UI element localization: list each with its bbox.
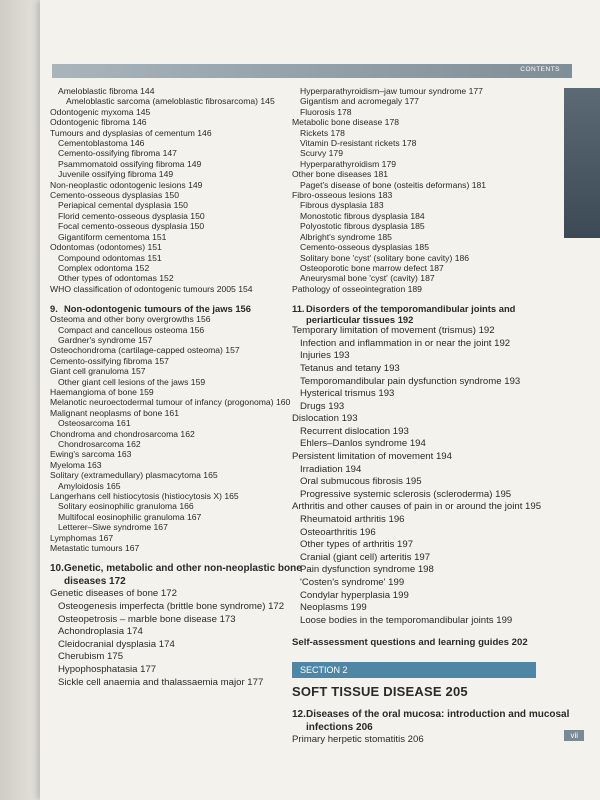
toc-entry: Langerhans cell histiocytosis (histiocytosis X) 165 bbox=[50, 491, 239, 502]
toc-entry: Osteogenesis imperfecta (brittle bone syndrome) 172 bbox=[58, 601, 285, 613]
chapter-title-line2: infections 206 bbox=[306, 722, 373, 734]
toc-entry: Gigantism and acromegaly 177 bbox=[300, 96, 419, 107]
toc-entry: Oral submucous fibrosis 195 bbox=[300, 476, 422, 488]
toc-entry: Osteoarthritis 196 bbox=[300, 526, 376, 538]
toc-entry: Rheumatoid arthritis 196 bbox=[300, 514, 405, 526]
toc-entry: Hysterical trismus 193 bbox=[300, 388, 395, 400]
toc-entry: Lymphomas 167 bbox=[50, 532, 114, 543]
toc-entry: Osteosarcoma 161 bbox=[58, 418, 131, 429]
toc-entry: Monostotic fibrous dysplasia 184 bbox=[300, 210, 425, 221]
toc-entry: Odontogenic myxoma 145 bbox=[50, 106, 151, 117]
toc-entry: Non-neoplastic odontogenic lesions 149 bbox=[50, 179, 203, 190]
toc-entry: Achondroplasia 174 bbox=[58, 626, 143, 638]
toc-entry: Metastatic tumours 167 bbox=[50, 543, 140, 554]
toc-entry: Compound odontomas 151 bbox=[58, 252, 162, 263]
page-edge-shadow bbox=[0, 0, 40, 800]
toc-entry: Chondrosarcoma 162 bbox=[58, 439, 141, 449]
toc-entry: Tumours and dysplasias of cementum 146 bbox=[50, 127, 212, 138]
toc-entry: Paget's disease of bone (osteitis deformans) 181 bbox=[300, 179, 487, 190]
toc-entry: Hyperparathyroidism 179 bbox=[300, 158, 397, 169]
chapter-12-block bbox=[292, 708, 570, 747]
toc-entry: Solitary (extramedullary) plasmacytoma 165 bbox=[50, 470, 218, 481]
toc-entry: Fluorosis 178 bbox=[300, 106, 352, 117]
toc-entry: Infection and inflammation in or near the joint 192 bbox=[300, 337, 511, 349]
left-column bbox=[50, 86, 300, 689]
toc-entry: Scurvy 179 bbox=[300, 148, 343, 159]
toc-entry: Primary herpetic stomatitis 206 bbox=[292, 734, 424, 746]
toc-entry: Pain dysfunction syndrome 198 bbox=[300, 564, 434, 576]
toc-entry: Tetanus and tetany 193 bbox=[300, 362, 400, 374]
toc-entry: Temporary limitation of movement (trismus) 192 bbox=[292, 325, 495, 337]
chapter-title-line2: diseases 172 bbox=[64, 576, 126, 588]
toc-entry: Vitamin D-resistant rickets 178 bbox=[300, 138, 417, 149]
toc-entry: Letterer–Siwe syndrome 167 bbox=[58, 522, 168, 533]
toc-entry: Cemento-osseous dysplasias 150 bbox=[50, 190, 179, 201]
right-entries-a bbox=[292, 86, 542, 294]
toc-entry: Ehlers–Danlos syndrome 194 bbox=[300, 438, 426, 450]
chapter-title-line2: periarticular tissues 192 bbox=[306, 314, 414, 326]
toc-entry: Persistent limitation of movement 194 bbox=[292, 451, 452, 463]
toc-entry: Melanotic neuroectodermal tumour of infancy (progonoma) 160 bbox=[50, 397, 291, 408]
toc-entry: Cementoblastoma 146 bbox=[58, 138, 145, 149]
toc-entry: Osteochondroma (cartilage-capped osteoma) 157 bbox=[50, 345, 240, 356]
toc-entry: Solitary bone 'cyst' (solitary bone cavity) 186 bbox=[300, 252, 470, 263]
right-column bbox=[292, 86, 570, 747]
toc-entry: Chondroma and chondrosarcoma 162 bbox=[50, 428, 195, 439]
left-entries-c bbox=[50, 588, 300, 689]
toc-entry: Recurrent dislocation 193 bbox=[300, 425, 409, 437]
toc-entry: Injuries 193 bbox=[300, 350, 350, 362]
toc-entry: Loose bodies in the temporomandibular joints 199 bbox=[300, 614, 513, 626]
toc-entry: Albright's syndrome 185 bbox=[300, 231, 392, 242]
toc-entry: Metabolic bone disease 178 bbox=[292, 117, 400, 128]
section-label-bar: SECTION 2 bbox=[292, 662, 536, 678]
header-label: CONTENTS bbox=[520, 66, 560, 73]
toc-entry: Cemento-ossifying fibroma 157 bbox=[50, 355, 169, 366]
chapter-number: 9. bbox=[50, 303, 58, 315]
right-entries-c bbox=[292, 734, 542, 747]
page-number: vii bbox=[564, 730, 584, 741]
contents-header-bar bbox=[52, 64, 572, 78]
toc-entry: Complex odontoma 152 bbox=[58, 262, 150, 273]
toc-entry: Odontomas (odontomes) 151 bbox=[50, 242, 162, 253]
toc-entry: Pathology of osseointegration 189 bbox=[292, 283, 422, 294]
toc-entry: Osteopetrosis – marble bone disease 173 bbox=[58, 613, 236, 625]
chapter-10-heading bbox=[50, 562, 300, 575]
toc-entry: Other giant cell lesions of the jaws 159 bbox=[58, 376, 206, 387]
toc-entry: Condylar hyperplasia 199 bbox=[300, 589, 409, 601]
side-tab-decoration bbox=[564, 88, 600, 238]
toc-entry: Gardner's syndrome 157 bbox=[58, 334, 153, 345]
self-assessment-entry: Self-assessment questions and learning guides 202 bbox=[292, 637, 528, 649]
toc-entry: Compact and cancellous osteoma 156 bbox=[58, 324, 205, 335]
toc-entry: Temporomandibular pain dysfunction syndrome 193 bbox=[300, 375, 521, 387]
chapter-number: 11. bbox=[292, 303, 305, 315]
toc-entry: Haemangioma of bone 159 bbox=[50, 386, 154, 397]
toc-entry: Florid cemento-osseous dysplasia 150 bbox=[58, 210, 205, 221]
toc-entry: Malignant neoplasms of bone 161 bbox=[50, 407, 179, 418]
toc-entry: Other bone diseases 181 bbox=[292, 169, 389, 180]
chapter-title-line1: Disorders of the temporomandibular joints and bbox=[306, 303, 516, 315]
toc-entry: Cemento-ossifying fibroma 147 bbox=[58, 148, 177, 159]
right-entries-b bbox=[292, 325, 542, 627]
toc-entry: Cherubism 175 bbox=[58, 651, 124, 663]
toc-entry: Osteoporotic bone marrow defect 187 bbox=[300, 262, 444, 273]
toc-entry: Rickets 178 bbox=[300, 127, 345, 138]
toc-entry: Ameloblastic sarcoma (ameloblastic fibrosarcoma) 145 bbox=[66, 96, 275, 107]
toc-entry: Solitary eosinophilic granuloma 166 bbox=[58, 501, 194, 512]
toc-entry: Other types of odontomas 152 bbox=[58, 273, 174, 284]
chapter-title-line1: Genetic, metabolic and other non-neoplastic bone bbox=[64, 563, 302, 575]
toc-entry: 'Costen's syndrome' 199 bbox=[300, 577, 405, 588]
toc-entry: Periapical cemental dysplasia 150 bbox=[58, 200, 188, 211]
toc-entry: Neoplasms 199 bbox=[300, 602, 367, 614]
toc-entry: Sickle cell anaemia and thalassaemia major 177 bbox=[58, 676, 264, 688]
toc-entry: Arthritis and other causes of pain in or around the joint 195 bbox=[292, 501, 542, 513]
book-page bbox=[40, 0, 600, 800]
section-title: SOFT TISSUE DISEASE 205 bbox=[292, 684, 468, 700]
toc-entry: Ewing's sarcoma 163 bbox=[50, 449, 132, 460]
toc-entry: Ameloblastic fibroma 144 bbox=[58, 86, 155, 96]
toc-entry: Hypophosphatasia 177 bbox=[58, 664, 157, 676]
chapter-9-heading bbox=[50, 303, 300, 314]
toc-entry: Cleidocranial dysplasia 174 bbox=[58, 638, 175, 650]
toc-entry: Other types of arthritis 197 bbox=[300, 539, 414, 551]
toc-entry: Polyostotic fibrous dysplasia 185 bbox=[300, 221, 425, 232]
left-entries-a bbox=[50, 86, 300, 294]
toc-entry: Giant cell granuloma 157 bbox=[50, 366, 146, 377]
toc-entry: Cranial (giant cell) arteritis 197 bbox=[300, 551, 431, 563]
toc-entry: Genetic diseases of bone 172 bbox=[50, 588, 177, 600]
toc-entry: Amyloidosis 165 bbox=[58, 480, 121, 491]
toc-entry: WHO classification of odontogenic tumours 2005 154 bbox=[50, 283, 253, 294]
toc-entry: Juvenile ossifying fibroma 149 bbox=[58, 169, 174, 180]
chapter-number: 10. bbox=[50, 563, 64, 575]
toc-entry: Osteoma and other bony overgrowths 156 bbox=[50, 314, 211, 325]
chapter-12-heading bbox=[292, 708, 570, 721]
chapter-10-block bbox=[50, 562, 300, 689]
toc-entry: Multifocal eosinophilic granuloma 167 bbox=[58, 511, 202, 522]
toc-entry: Aneurysmal bone 'cyst' (cavity) 187 bbox=[300, 273, 435, 284]
toc-entry: Odontogenic fibroma 146 bbox=[50, 117, 147, 128]
toc-entry: Progressive systemic sclerosis (scleroderma) 195 bbox=[300, 488, 512, 500]
toc-entry: Fibro-osseous lesions 183 bbox=[292, 190, 393, 201]
toc-entry: Irradiation 194 bbox=[300, 463, 362, 475]
toc-entry: Myeloma 163 bbox=[50, 459, 102, 470]
toc-entry: Psammomatoid ossifying fibroma 149 bbox=[58, 158, 202, 169]
left-entries-b bbox=[50, 314, 300, 553]
toc-entry: Gigantiform cementoma 151 bbox=[58, 231, 167, 242]
toc-entry: Cemento-osseous dysplasias 185 bbox=[300, 242, 429, 253]
chapter-11-heading bbox=[292, 303, 542, 314]
toc-entry: Dislocation 193 bbox=[292, 413, 358, 425]
toc-entry: Hyperparathyroidism–jaw tumour syndrome 177 bbox=[300, 86, 483, 96]
toc-entry: Fibrous dysplasia 183 bbox=[300, 200, 384, 211]
toc-entry: Focal cemento-osseous dysplasia 150 bbox=[58, 221, 205, 232]
chapter-number: 12. bbox=[292, 709, 306, 721]
chapter-title: Non-odontogenic tumours of the jaws 156 bbox=[64, 303, 251, 315]
chapter-title-line1: Diseases of the oral mucosa: introduction and mucosal bbox=[306, 709, 570, 721]
toc-entry: Drugs 193 bbox=[300, 400, 345, 412]
